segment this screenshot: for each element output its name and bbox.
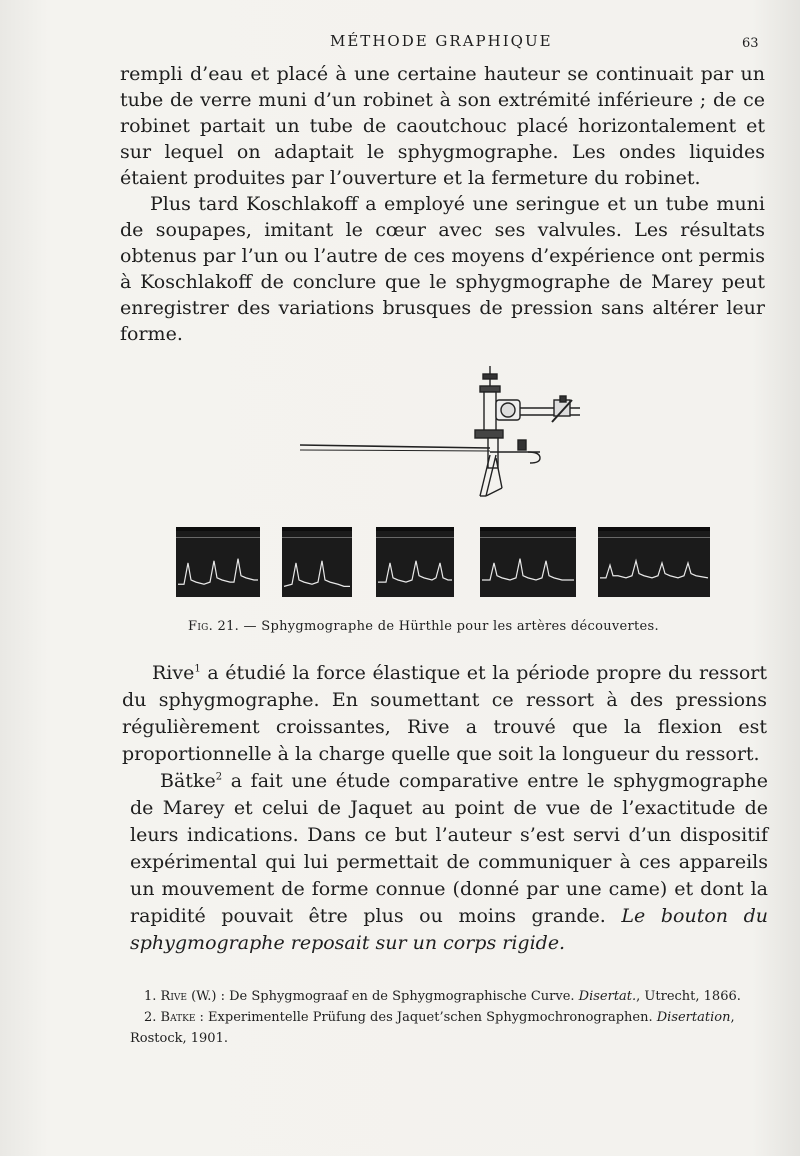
- pulse-tracings: [176, 527, 716, 597]
- footnote-2-tail: , Rostock, 1901.: [130, 1010, 735, 1046]
- sphygmograph-drawing: [290, 360, 610, 510]
- paragraph-2-text: a étudié la force élastique et la période propre du ressort du sphygmographe. En soumettant ce ressort à des pressions régulièrement croissantes, Rive a trouvé que la flexion est proportionnelle à la charge quelle que soit la longueur du ressort.: [122, 662, 767, 765]
- footnote-2-author: Batke: [160, 1010, 196, 1025]
- paragraph-3: [130, 768, 768, 957]
- footnote-ref-1: 1: [194, 663, 201, 675]
- running-title: MÉTHODE GRAPHIQUE: [330, 32, 553, 50]
- paragraph-2: [122, 660, 767, 768]
- pulse-tracing-5: [598, 527, 710, 597]
- footnote-2-italic: Disertation: [656, 1010, 731, 1025]
- footnote-ref-2: 2: [215, 771, 223, 783]
- footnote-1-tail: , Utrecht, 1866.: [636, 989, 741, 1004]
- author-batke: Bätke: [160, 770, 216, 792]
- tracing-curve-3: [376, 531, 454, 597]
- footnote-1: [130, 986, 770, 1007]
- footnote-2-number: 2.: [144, 1010, 157, 1025]
- tracing-curve-5: [598, 531, 710, 597]
- figure-label: Fig. 21.: [188, 619, 240, 634]
- sphygmograph-illustration: [290, 360, 610, 510]
- tracing-curve-2: [282, 531, 352, 597]
- figure-caption: [188, 619, 748, 634]
- footnote-1-italic: Disertat.: [578, 989, 637, 1004]
- footnote-1-text: (W.) : De Sphygmograaf en de Sphygmographische Curve.: [186, 989, 579, 1004]
- author-rive: Rive: [152, 662, 195, 684]
- paragraph-1-text: rempli d’eau et placé à une certaine hauteur se continuait par un tube de verre muni d’un robinet à son extrémité inférieure ; de ce robinet partait un tube de caoutchouc placé horizontalement et sur lequel on adaptait le sphygmographe. Les ondes liquides étaient produites par l’ouverture et la fermeture du robinet.: [120, 63, 765, 189]
- footnote-2: [130, 1007, 770, 1049]
- pulse-tracing-3: [376, 527, 454, 597]
- running-header: [0, 32, 800, 52]
- pulse-tracing-4: [480, 527, 576, 597]
- pulse-tracing-2: [282, 527, 352, 597]
- footnote-1-author: Rive: [160, 989, 187, 1004]
- figure-caption-text: — Sphygmographe de Hürthle pour les artères découvertes.: [239, 619, 659, 634]
- page-number: 63: [742, 36, 759, 51]
- paragraph-3-text: a fait une étude comparative entre le sphygmographe de Marey et celui de Jaquet au point de vue de l’exactitude de leurs indications. Dans ce but l’auteur s’est servi d’un dispositif expérimental qui lui permettait de communiquer à ces appareils un mouvement de forme connue (donné par une came) et dont la rapidité pouvait être plus ou moins grande.: [130, 770, 768, 927]
- tracing-curve-4: [480, 531, 576, 597]
- paragraph-1: [120, 61, 765, 347]
- paragraph-1b-text: Plus tard Koschlakoff a employé une seringue et un tube muni de soupapes, imitant le cœur avec ses valvules. Les résultats obtenus par l’un ou l’autre de ces moyens d’expérience ont permis à Koschlakoff de conclure que le sphygmographe de Marey peut enregistrer des variations brusques de pression sans altérer leur forme.: [120, 193, 765, 345]
- footnote-2-text: : Experimentelle Prüfung des Jaquet’schen Sphygmochronographen.: [195, 1010, 657, 1025]
- pulse-tracing-1: [176, 527, 260, 597]
- tracing-curve-1: [176, 531, 260, 597]
- footnotes: [130, 986, 770, 1049]
- paragraph-3-italic: Le bouton du sphygmographe reposait sur un corps rigide.: [130, 905, 768, 954]
- footnote-1-number: 1.: [144, 989, 157, 1004]
